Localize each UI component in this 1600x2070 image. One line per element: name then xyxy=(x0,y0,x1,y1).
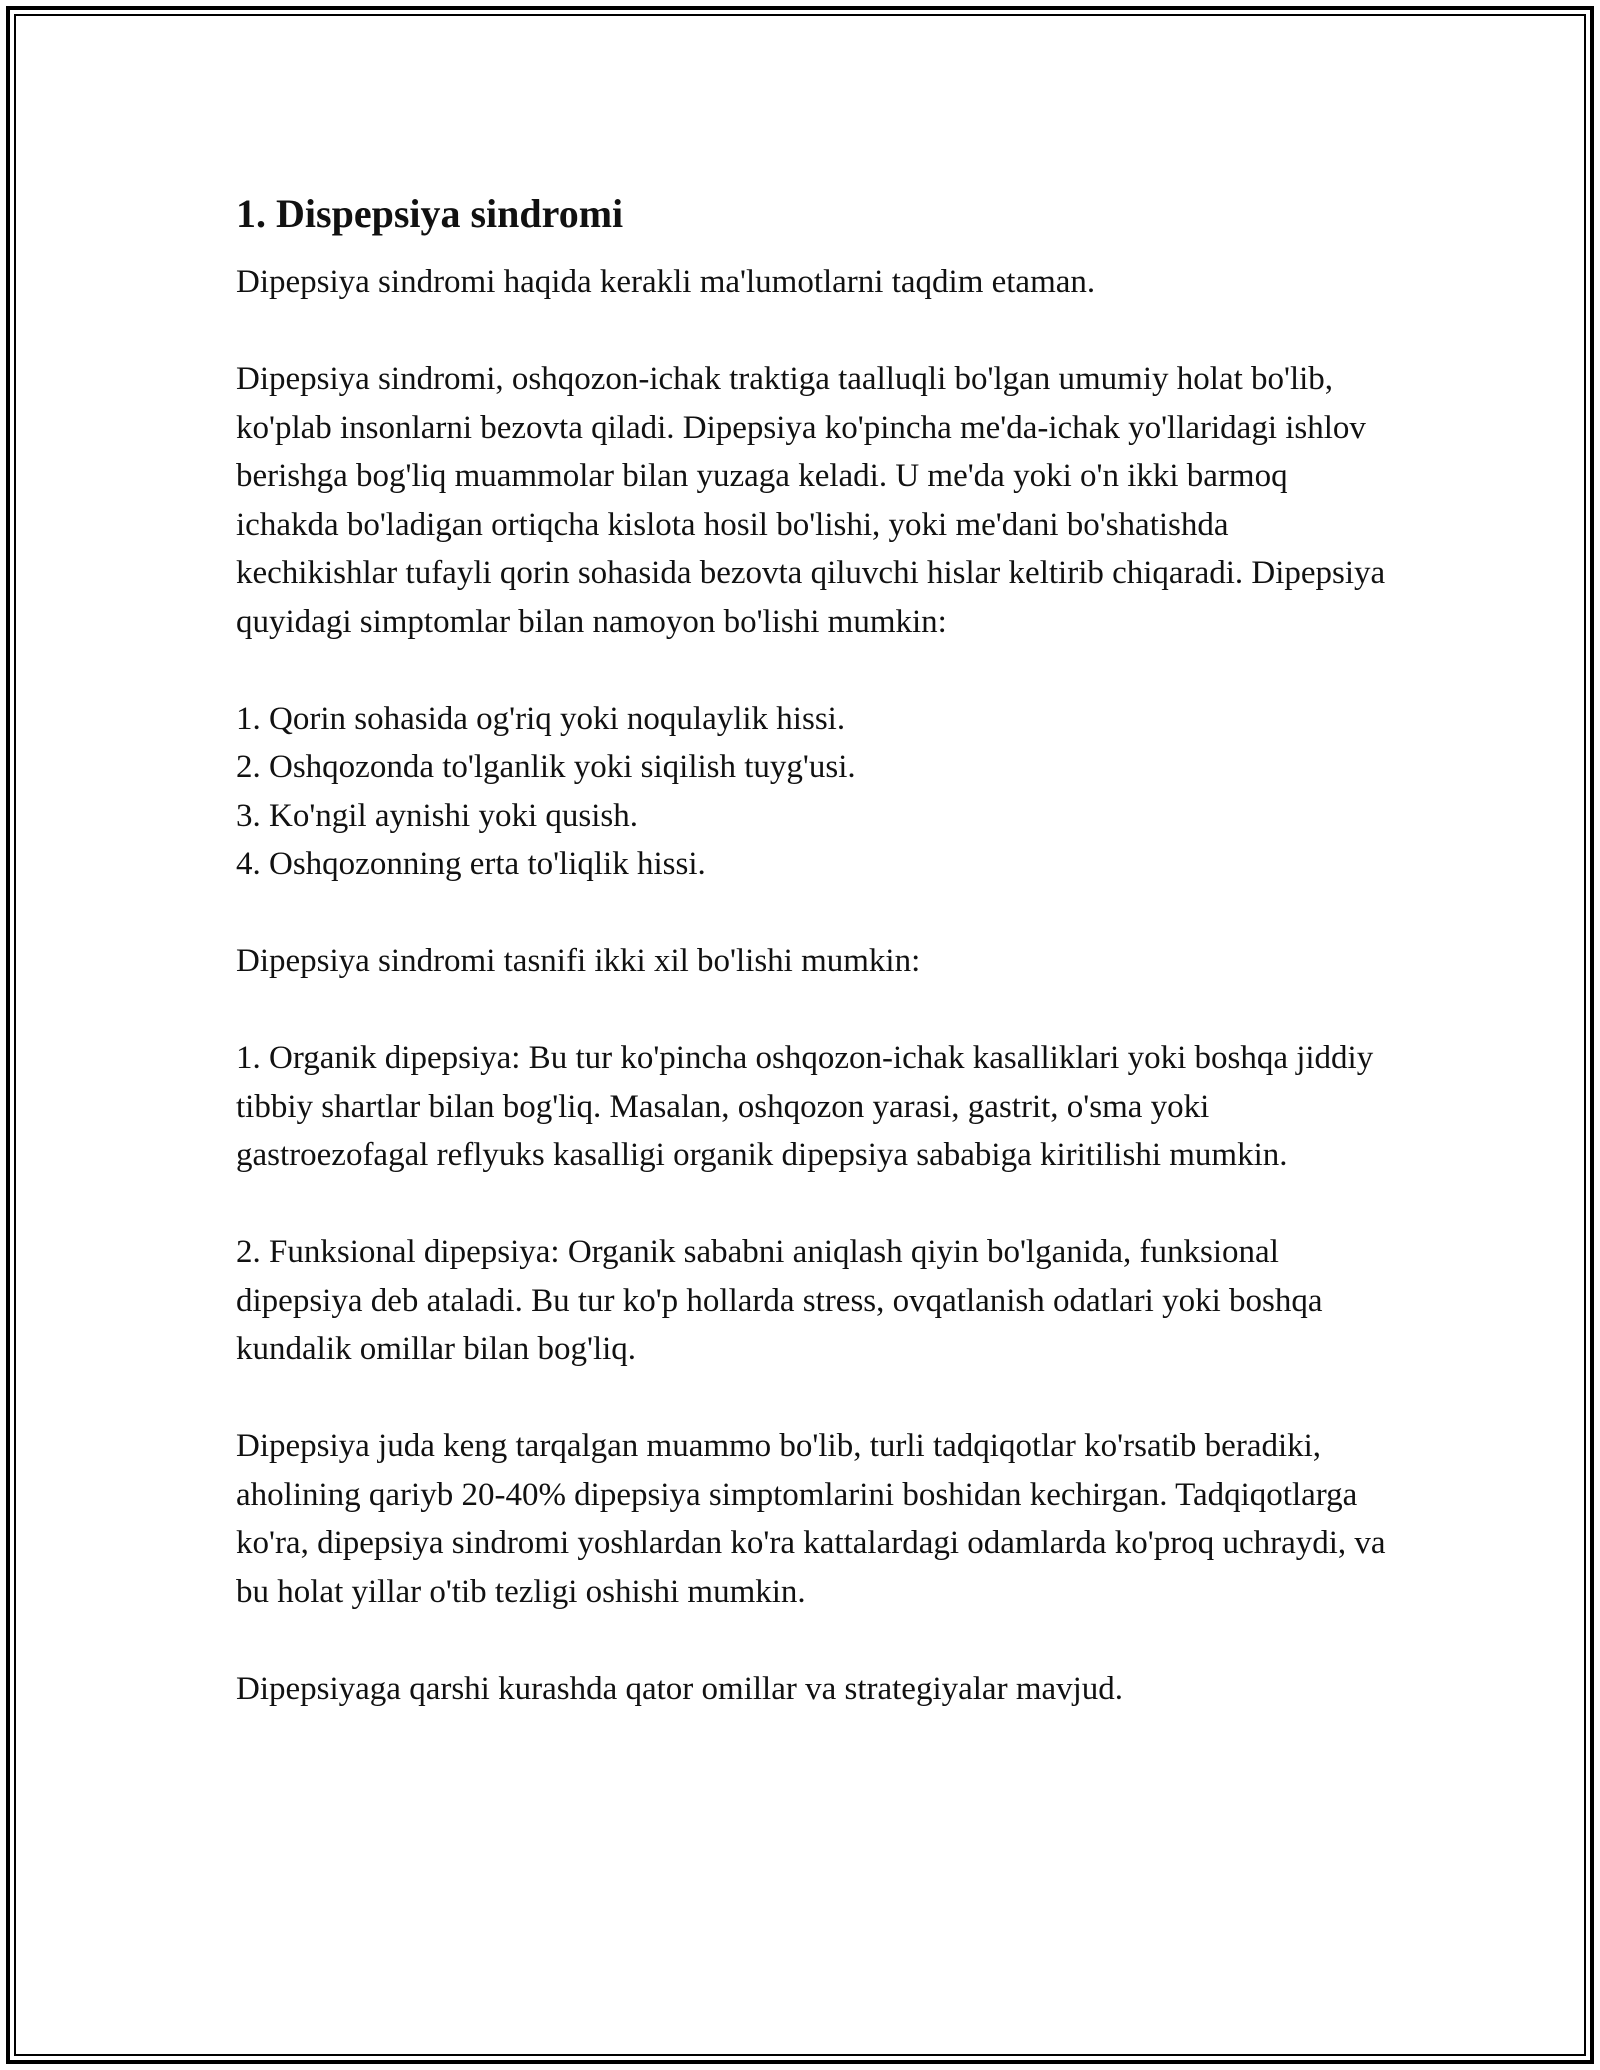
closing-paragraph: Dipepsiyaga qarshi kurashda qator omillar va strategiyalar mavjud. xyxy=(236,1670,1124,1707)
list-item: 2. Oshqozonda to'lganlik yoki siqilish tuyg'usi. xyxy=(236,749,856,785)
organic-dyspepsia-paragraph: 1. Organik dipepsiya: Bu tur ko'pincha oshqozon-ichak kasalliklari yoki boshqa jiddiy tibbiy shartlar bilan bog'liq. Masalan, oshqozon yarasi, gastrit, o'sma yoki gastroezofagal reflyuks kasalligi organik dipepsiya sababiga kiritilishi mumkin. xyxy=(236,1040,1374,1173)
description-paragraph: Dipepsiya sindromi, oshqozon-ichak traktiga taalluqli bo'lgan umumiy holat bo'lib, ko'plab insonlarni bezovta qiladi. Dipepsiya ko'pincha me'da-ichak yo'llaridagi ishlov berishga bog'liq muammolar bilan yuzaga keladi. U me'da yoki o'n ikki barmoq ichakda bo'ladigan ortiqcha kislota hosil bo'lishi, yoki me'dani bo'shatishda kechikishlar tufayli qorin sohasida bezovta qiluvchi hislar keltirib chiqaradi. Dipepsiya quyidagi simptomlar bilan namoyon bo'lishi mumkin: xyxy=(236,361,1386,640)
intro-paragraph: Dipepsiya sindromi haqida kerakli ma'lumotlarni taqdim etaman. xyxy=(236,264,1096,300)
document-title: 1. Dispepsiya sindromi xyxy=(236,191,624,236)
classification-intro-paragraph: Dipepsiya sindromi tasnifi ikki xil bo'lishi mumkin: xyxy=(236,943,921,979)
list-item: 3. Ko'ngil aynishi yoki qusish. xyxy=(236,797,638,834)
functional-dyspepsia-paragraph: 2. Funksional dipepsiya: Organik sababni aniqlash qiyin bo'lganida, funksional dipepsiya deb ataladi. Bu tur ko'p hollarda stress, ovqatlanish odatlari yoki boshqa kundalik omillar bilan bog'liq. xyxy=(236,1234,1323,1367)
symptom-list xyxy=(236,695,1386,889)
list-item: 4. Oshqozonning erta to'liqlik hissi. xyxy=(236,846,706,882)
list-item: 1. Qorin sohasida og'riq yoki noqulaylik hissi. xyxy=(236,700,846,737)
prevalence-paragraph: Dipepsiya juda keng tarqalgan muammo bo'lib, turli tadqiqotlar ko'rsatib beradiki, aholining qariyb 20-40% dipepsiya simptomlarini boshidan kechirgan. Tadqiqotlarga ko'ra, dipepsiya sindromi yoshlardan ko'ra kattalardagi odamlarda ko'proq uchraydi, va bu holat yillar o'tib tezligi oshishi mumkin. xyxy=(236,1428,1386,1610)
document-body xyxy=(236,188,1386,1762)
